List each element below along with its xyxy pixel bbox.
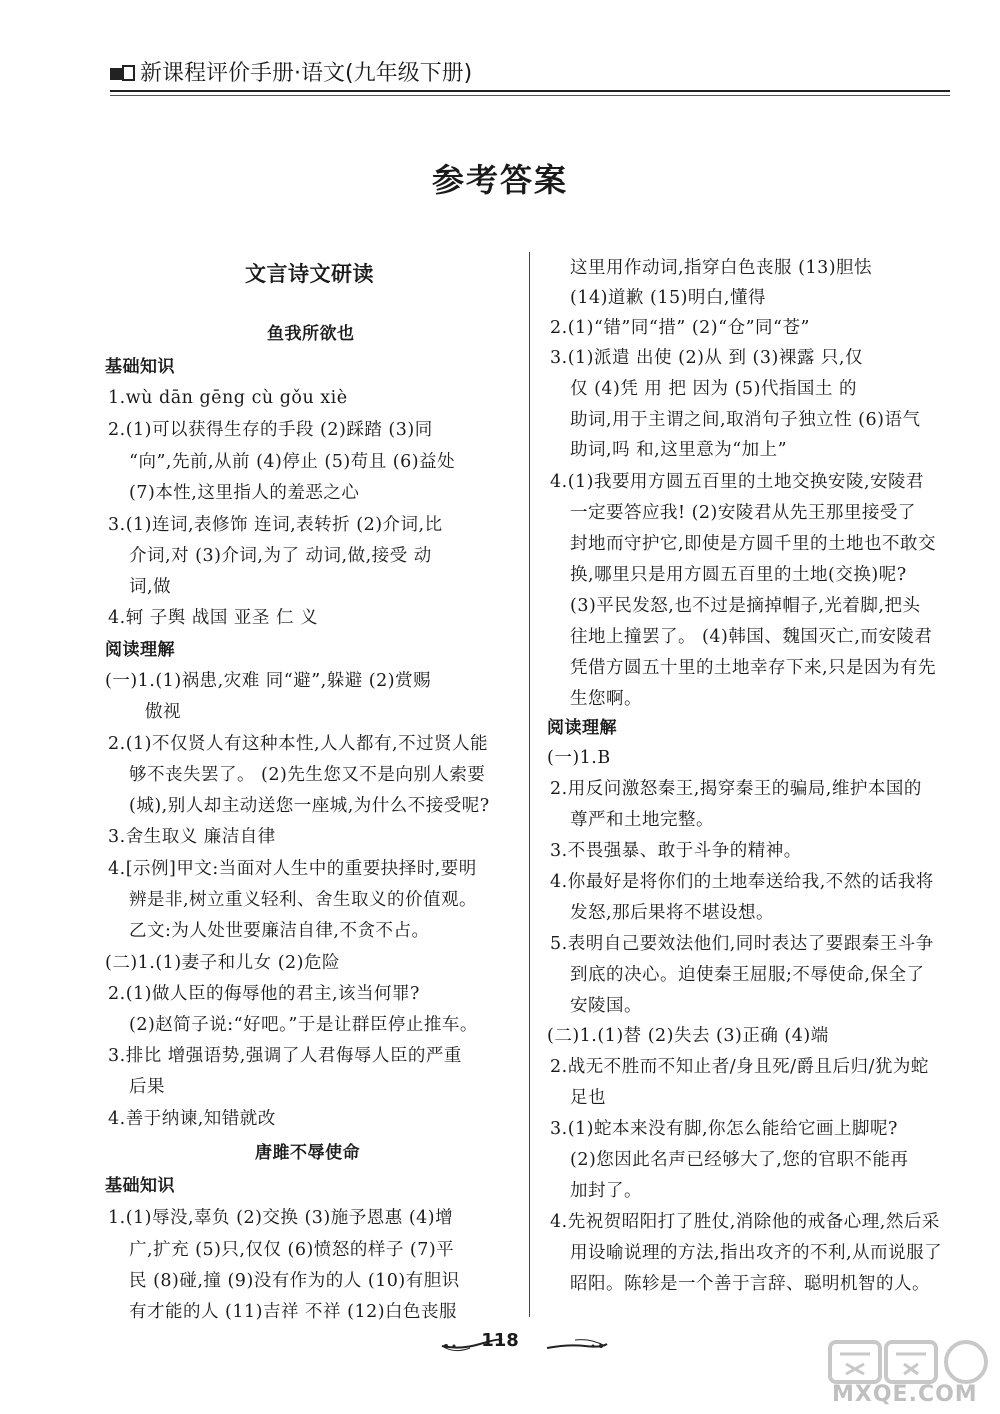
answer-line: 有才能的人 (11)吉祥 不祥 (12)白色丧服 — [129, 1302, 458, 1322]
answer-line: 乙文:为人处世要廉洁自律,不贪不占。 — [129, 921, 430, 941]
answer-line: (2)您因此名声已经够大了,您的官职不能再 — [570, 1150, 909, 1170]
answer-line: 3.(1)派遣 出使 (2)从 到 (3)裸露 只,仅 — [550, 348, 863, 368]
answer-line: 2.(1)可以获得生存的手段 (2)踩踏 (3)同 — [108, 420, 433, 440]
label-basic-knowledge: 基础知识 — [105, 357, 175, 377]
answer-line: 4.(1)我要用方圆五百里的土地交换安陵,安陵君 — [550, 472, 925, 492]
page-title: 参考答案 — [431, 161, 568, 199]
answer-line: (14)道歉 (15)明白,懂得 — [570, 288, 766, 308]
answer-line: 3.排比 增强语势,强调了人君侮辱人臣的严重 — [108, 1046, 462, 1066]
answer-line: 4.你最好是将你们的土地奉送给我,不然的话我将 — [550, 872, 934, 892]
right-ornament-icon — [545, 1334, 610, 1354]
header-title: 新课程评价手册·语文(九年级下册) — [140, 61, 473, 86]
answer-line: 3.(1)连词,表修饰 连词,表转折 (2)介词,比 — [108, 515, 443, 535]
answer-line: “向”,先前,从前 (4)停止 (5)苟且 (6)益处 — [129, 452, 456, 472]
answer-line: 民 (8)碰,撞 (9)没有作为的人 (10)有胆识 — [129, 1271, 460, 1291]
answer-line: (城),别人却主动送您一座城,为什么不接受呢? — [129, 796, 490, 816]
answer-line: (2)赵简子说:“好吧。”于是让群臣停止推车。 — [129, 1015, 478, 1035]
header-rule — [110, 90, 950, 92]
answer-line: (二)1.(1)替 (2)失去 (3)正确 (4)端 — [547, 1026, 829, 1046]
answer-line: 词,做 — [129, 577, 172, 597]
answer-line: 1.(1)辱没,辜负 (2)交换 (3)施予恩惠 (4)增 — [108, 1208, 454, 1228]
answer-line: 4.善于纳谏,知错就改 — [108, 1109, 276, 1129]
answer-line: 尊严和土地完整。 — [570, 810, 714, 830]
answer-line: 这里用作动词,指穿白色丧服 (13)胆怯 — [570, 258, 873, 278]
answer-line: 广,扩充 (5)只,仅仅 (6)愤怒的样子 (7)平 — [129, 1240, 455, 1260]
header-rule-thin — [110, 95, 950, 96]
answer-line: 发怒,那后果将不堪设想。 — [570, 903, 775, 923]
answer-line: 3.舍生取义 廉洁自律 — [108, 827, 276, 847]
answer-line: 辨是非,树立重义轻利、舍生取义的价值观。 — [129, 890, 478, 910]
answer-line: 生您啊。 — [570, 689, 642, 709]
subsection-title: 唐雎不辱使命 — [255, 1143, 360, 1163]
watermark-logo — [826, 1340, 996, 1410]
answer-line: 2.战无不胜而不知止者/身且死/爵且后归/犹为蛇 — [550, 1057, 929, 1077]
answer-line: 用设喻说理的方法,指出攻齐的不利,从而说服了 — [570, 1243, 943, 1263]
label-reading: 阅读理解 — [547, 718, 617, 738]
subsection-title: 鱼我所欲也 — [267, 324, 355, 344]
answer-line: 换,哪里只是用方圆五百里的土地(交换)呢? — [570, 565, 907, 585]
answer-line: 仅 (4)凭 用 把 因为 (5)代指国土 的 — [570, 379, 857, 399]
answer-line: 4.轲 子舆 战国 亚圣 仁 义 — [108, 608, 319, 628]
answer-line: 2.(1)不仅贤人有这种本性,人人都有,不过贤人能 — [108, 734, 489, 754]
answer-line: (3)平民发怒,也不过是摘掉帽子,光着脚,把头 — [570, 596, 921, 616]
book-logo-icon — [110, 64, 136, 82]
answer-line: 3.(1)蛇本来没有脚,你怎么能给它画上脚呢? — [550, 1119, 898, 1139]
answer-line: 4.先祝贺昭阳打了胜仗,消除他的戒备心理,然后采 — [550, 1212, 940, 1232]
section-title: 文言诗文研读 — [245, 262, 374, 286]
answer-line: 到底的决心。迫使秦王屈服;不辱使命,保全了 — [570, 965, 925, 985]
answer-line: 傲视 — [145, 702, 181, 722]
answer-line: 后果 — [129, 1077, 165, 1097]
answer-line: 足也 — [570, 1088, 606, 1108]
watermark-url: MXQE.COM — [832, 1382, 978, 1407]
answer-line: 助词,吗 和,这里意为“加上” — [570, 440, 788, 460]
answer-line: 一定要答应我! (2)安陵君从先王那里接受了 — [570, 503, 916, 523]
answer-line: (一)1.B — [547, 748, 611, 768]
answer-line: 5.表明自己要效法他们,同时表达了要跟秦王斗争 — [550, 934, 934, 954]
answer-line: 介词,对 (3)介词,为了 动词,做,接受 动 — [129, 546, 432, 566]
answer-line: (一)1.(1)祸患,灾难 同“避”,躲避 (2)赏赐 — [105, 671, 432, 691]
answer-line: 安陵国。 — [570, 996, 642, 1016]
label-reading: 阅读理解 — [105, 640, 175, 660]
answer-line: 昭阳。陈轸是一个善于言辞、聪明机智的人。 — [570, 1274, 930, 1294]
answer-line: 助词,用于主谓之间,取消句子独立性 (6)语气 — [570, 410, 921, 430]
answer-line: 封地而守护它,即使是方圆千里的土地也不敢交 — [570, 534, 937, 554]
answer-line: (7)本性,这里指人的羞恶之心 — [129, 483, 360, 503]
label-basic-knowledge: 基础知识 — [105, 1176, 175, 1196]
running-header — [110, 60, 950, 92]
column-divider — [529, 252, 530, 1317]
answer-line: 1.wù dān gēng cù gǒu xiè — [108, 388, 348, 408]
answer-line: 往地上撞罢了。 (4)韩国、魏国灭亡,而安陵君 — [570, 627, 933, 647]
answer-line: 3.不畏强暴、敢于斗争的精神。 — [550, 841, 802, 861]
answer-line: 够不丧失罢了。 (2)先生您又不是向别人索要 — [129, 765, 486, 785]
answer-line: 2.(1)“错”同“措” (2)“仓”同“苍” — [550, 318, 810, 338]
answer-line: 2.(1)做人臣的侮辱他的君主,该当何罪? — [108, 984, 420, 1004]
answer-line: 凭借方圆五十里的土地幸存下来,只是因为有先 — [570, 658, 937, 678]
answer-line: (二)1.(1)妻子和儿女 (2)危险 — [105, 953, 340, 973]
answer-line: 4.[示例]甲文:当面对人生中的重要抉择时,要明 — [108, 859, 477, 879]
page-number: 118 — [481, 1330, 519, 1351]
answer-line: 加封了。 — [570, 1181, 642, 1201]
answer-line: 2.用反问激怒秦王,揭穿秦王的骗局,维护本国的 — [550, 779, 922, 799]
